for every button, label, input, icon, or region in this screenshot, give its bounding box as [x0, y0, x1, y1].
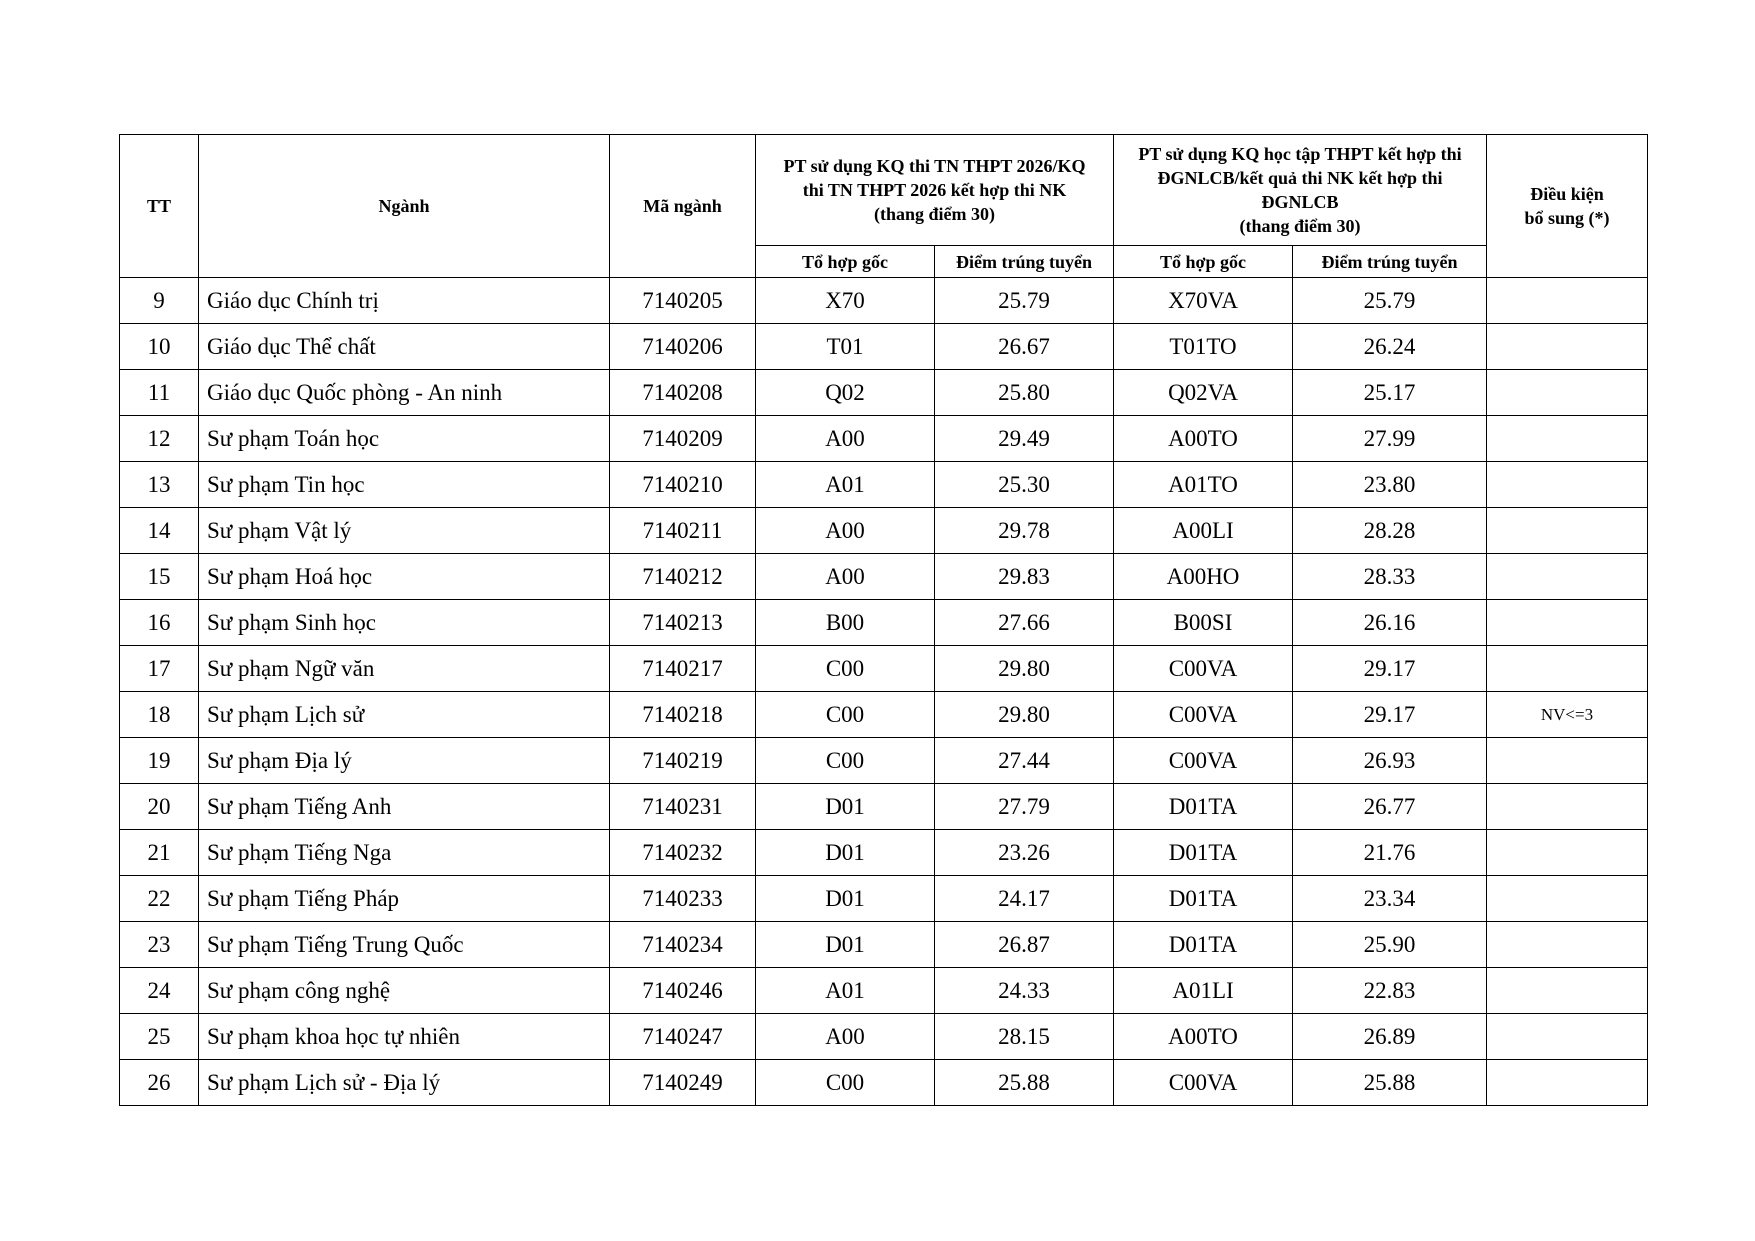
- table-row: [120, 738, 1648, 784]
- table-row: [120, 462, 1648, 508]
- cell-score-1: 29.83: [935, 554, 1114, 600]
- cell-tt: 25: [120, 1014, 199, 1060]
- cell-condition: [1487, 508, 1648, 554]
- table-row: [120, 508, 1648, 554]
- cell-combo-1: D01: [756, 922, 935, 968]
- cell-tt: 12: [120, 416, 199, 462]
- cell-major: Sư phạm Tin học: [199, 462, 610, 508]
- cell-major: Sư phạm Tiếng Anh: [199, 784, 610, 830]
- table-row: [120, 876, 1648, 922]
- cell-tt: 13: [120, 462, 199, 508]
- cell-combo-1: C00: [756, 1060, 935, 1106]
- cell-tt: 21: [120, 830, 199, 876]
- cell-tt: 15: [120, 554, 199, 600]
- cell-score-1: 26.67: [935, 324, 1114, 370]
- cell-major-code: 7140218: [610, 692, 756, 738]
- cell-score-1: 29.49: [935, 416, 1114, 462]
- cell-combo-2: C00VA: [1114, 1060, 1293, 1106]
- cell-score-2: 26.24: [1293, 324, 1487, 370]
- cell-score-2: 25.17: [1293, 370, 1487, 416]
- cell-condition: [1487, 646, 1648, 692]
- header-major-code: Mã ngành: [610, 135, 756, 278]
- cell-combo-1: C00: [756, 692, 935, 738]
- header-group-exam-results: PT sử dụng KQ thi TN THPT 2026/KQ thi TN THPT 2026 kết hợp thi NK (thang điểm 30): [756, 135, 1114, 246]
- cell-major: Sư phạm Hoá học: [199, 554, 610, 600]
- cell-major-code: 7140249: [610, 1060, 756, 1106]
- cell-combo-1: B00: [756, 600, 935, 646]
- cell-condition: [1487, 968, 1648, 1014]
- cell-combo-1: A01: [756, 462, 935, 508]
- cell-condition: [1487, 1060, 1648, 1106]
- header-group-study-results: PT sử dụng KQ học tập THPT kết hợp thi ĐGNLCB/kết quả thi NK kết hợp thi ĐGNLCB (thang điểm 30): [1114, 135, 1487, 246]
- cell-major: Sư phạm Tiếng Pháp: [199, 876, 610, 922]
- cell-tt: 24: [120, 968, 199, 1014]
- cell-combo-2: C00VA: [1114, 738, 1293, 784]
- cell-tt: 20: [120, 784, 199, 830]
- cell-score-1: 26.87: [935, 922, 1114, 968]
- cell-major-code: 7140210: [610, 462, 756, 508]
- cell-major-code: 7140209: [610, 416, 756, 462]
- table-row: [120, 278, 1648, 324]
- cell-major: Sư phạm Sinh học: [199, 600, 610, 646]
- cell-major-code: 7140233: [610, 876, 756, 922]
- cell-combo-2: A00LI: [1114, 508, 1293, 554]
- cell-combo-1: D01: [756, 830, 935, 876]
- cell-major-code: 7140231: [610, 784, 756, 830]
- cell-condition: [1487, 1014, 1648, 1060]
- cell-major: Giáo dục Thể chất: [199, 324, 610, 370]
- table-row: [120, 600, 1648, 646]
- cell-score-1: 23.26: [935, 830, 1114, 876]
- cell-major-code: 7140246: [610, 968, 756, 1014]
- table-row: [120, 646, 1648, 692]
- cell-score-2: 28.28: [1293, 508, 1487, 554]
- cell-combo-2: A00HO: [1114, 554, 1293, 600]
- cell-combo-2: D01TA: [1114, 784, 1293, 830]
- cell-major-code: 7140205: [610, 278, 756, 324]
- cell-score-1: 29.80: [935, 646, 1114, 692]
- cell-combo-2: C00VA: [1114, 692, 1293, 738]
- table-row: [120, 416, 1648, 462]
- cell-condition: [1487, 370, 1648, 416]
- cell-major-code: 7140206: [610, 324, 756, 370]
- header-tt: TT: [120, 135, 199, 278]
- cell-major: Sư phạm Tiếng Nga: [199, 830, 610, 876]
- header-major: Ngành: [199, 135, 610, 278]
- cell-condition: [1487, 416, 1648, 462]
- table-row: [120, 1060, 1648, 1106]
- cell-major: Sư phạm khoa học tự nhiên: [199, 1014, 610, 1060]
- table-row: [120, 830, 1648, 876]
- table-row: [120, 784, 1648, 830]
- cell-combo-1: A01: [756, 968, 935, 1014]
- cell-condition: [1487, 876, 1648, 922]
- cell-condition: NV<=3: [1487, 692, 1648, 738]
- cell-combo-1: A00: [756, 416, 935, 462]
- cell-score-2: 27.99: [1293, 416, 1487, 462]
- cell-combo-1: X70: [756, 278, 935, 324]
- cell-combo-2: A01TO: [1114, 462, 1293, 508]
- cell-major-code: 7140211: [610, 508, 756, 554]
- cell-combo-1: D01: [756, 784, 935, 830]
- cell-score-2: 25.90: [1293, 922, 1487, 968]
- cell-score-1: 25.30: [935, 462, 1114, 508]
- cell-major: Sư phạm Lịch sử: [199, 692, 610, 738]
- cell-score-2: 25.79: [1293, 278, 1487, 324]
- cell-combo-1: T01: [756, 324, 935, 370]
- cell-combo-2: X70VA: [1114, 278, 1293, 324]
- table-row: [120, 922, 1648, 968]
- cell-combo-1: A00: [756, 1014, 935, 1060]
- cell-tt: 22: [120, 876, 199, 922]
- cell-major: Giáo dục Quốc phòng - An ninh: [199, 370, 610, 416]
- cell-combo-2: B00SI: [1114, 600, 1293, 646]
- header-score-2: Điểm trúng tuyển: [1293, 246, 1487, 278]
- table-row: [120, 968, 1648, 1014]
- cell-score-1: 29.78: [935, 508, 1114, 554]
- cell-score-1: 27.79: [935, 784, 1114, 830]
- cell-combo-2: D01TA: [1114, 876, 1293, 922]
- cell-tt: 18: [120, 692, 199, 738]
- cell-major: Sư phạm Tiếng Trung Quốc: [199, 922, 610, 968]
- cell-score-1: 25.88: [935, 1060, 1114, 1106]
- cell-condition: [1487, 600, 1648, 646]
- header-combo-1: Tổ hợp gốc: [756, 246, 935, 278]
- cell-score-2: 26.89: [1293, 1014, 1487, 1060]
- cell-condition: [1487, 738, 1648, 784]
- cell-score-1: 28.15: [935, 1014, 1114, 1060]
- cell-score-2: 28.33: [1293, 554, 1487, 600]
- cell-major: Sư phạm Toán học: [199, 416, 610, 462]
- cell-major-code: 7140232: [610, 830, 756, 876]
- cell-combo-1: A00: [756, 554, 935, 600]
- cell-score-2: 29.17: [1293, 646, 1487, 692]
- cell-score-2: 23.80: [1293, 462, 1487, 508]
- cell-tt: 10: [120, 324, 199, 370]
- cell-major-code: 7140212: [610, 554, 756, 600]
- cell-score-2: 26.16: [1293, 600, 1487, 646]
- cell-score-1: 25.80: [935, 370, 1114, 416]
- table-row: [120, 554, 1648, 600]
- cell-score-2: 23.34: [1293, 876, 1487, 922]
- cell-major-code: 7140213: [610, 600, 756, 646]
- cell-score-1: 27.66: [935, 600, 1114, 646]
- header-score-1: Điểm trúng tuyển: [935, 246, 1114, 278]
- cell-condition: [1487, 830, 1648, 876]
- cell-combo-2: A00TO: [1114, 1014, 1293, 1060]
- table-row: [120, 692, 1648, 738]
- cell-major: Sư phạm Vật lý: [199, 508, 610, 554]
- cell-combo-2: C00VA: [1114, 646, 1293, 692]
- header-additional-condition: Điều kiện bổ sung (*): [1487, 135, 1648, 278]
- cell-combo-2: T01TO: [1114, 324, 1293, 370]
- cell-condition: [1487, 554, 1648, 600]
- header-combo-2: Tổ hợp gốc: [1114, 246, 1293, 278]
- cell-major: Sư phạm Địa lý: [199, 738, 610, 784]
- cell-score-2: 29.17: [1293, 692, 1487, 738]
- cell-combo-2: A01LI: [1114, 968, 1293, 1014]
- cell-major-code: 7140234: [610, 922, 756, 968]
- cell-major: Sư phạm Ngữ văn: [199, 646, 610, 692]
- cell-score-2: 21.76: [1293, 830, 1487, 876]
- cell-score-1: 24.33: [935, 968, 1114, 1014]
- table-header: [120, 135, 1648, 278]
- cell-combo-2: D01TA: [1114, 922, 1293, 968]
- cell-major-code: 7140208: [610, 370, 756, 416]
- cell-tt: 16: [120, 600, 199, 646]
- cell-major-code: 7140217: [610, 646, 756, 692]
- cell-score-2: 22.83: [1293, 968, 1487, 1014]
- cell-score-1: 27.44: [935, 738, 1114, 784]
- cell-score-2: 26.93: [1293, 738, 1487, 784]
- cell-condition: [1487, 922, 1648, 968]
- cell-combo-2: A00TO: [1114, 416, 1293, 462]
- admission-score-table: [119, 134, 1648, 1106]
- cell-tt: 23: [120, 922, 199, 968]
- table-body: [120, 278, 1648, 1106]
- cell-tt: 14: [120, 508, 199, 554]
- cell-score-2: 26.77: [1293, 784, 1487, 830]
- cell-combo-2: D01TA: [1114, 830, 1293, 876]
- cell-condition: [1487, 324, 1648, 370]
- cell-major-code: 7140247: [610, 1014, 756, 1060]
- table-row: [120, 370, 1648, 416]
- cell-major-code: 7140219: [610, 738, 756, 784]
- cell-tt: 26: [120, 1060, 199, 1106]
- cell-tt: 17: [120, 646, 199, 692]
- table-row: [120, 324, 1648, 370]
- cell-condition: [1487, 278, 1648, 324]
- cell-condition: [1487, 784, 1648, 830]
- cell-score-2: 25.88: [1293, 1060, 1487, 1106]
- cell-combo-1: A00: [756, 508, 935, 554]
- cell-combo-1: D01: [756, 876, 935, 922]
- cell-combo-2: Q02VA: [1114, 370, 1293, 416]
- cell-score-1: 29.80: [935, 692, 1114, 738]
- cell-combo-1: C00: [756, 646, 935, 692]
- cell-tt: 9: [120, 278, 199, 324]
- cell-condition: [1487, 462, 1648, 508]
- cell-tt: 11: [120, 370, 199, 416]
- cell-major: Giáo dục Chính trị: [199, 278, 610, 324]
- cell-combo-1: Q02: [756, 370, 935, 416]
- cell-tt: 19: [120, 738, 199, 784]
- cell-combo-1: C00: [756, 738, 935, 784]
- table-row: [120, 1014, 1648, 1060]
- cell-major: Sư phạm công nghệ: [199, 968, 610, 1014]
- cell-major: Sư phạm Lịch sử - Địa lý: [199, 1060, 610, 1106]
- cell-score-1: 25.79: [935, 278, 1114, 324]
- cell-score-1: 24.17: [935, 876, 1114, 922]
